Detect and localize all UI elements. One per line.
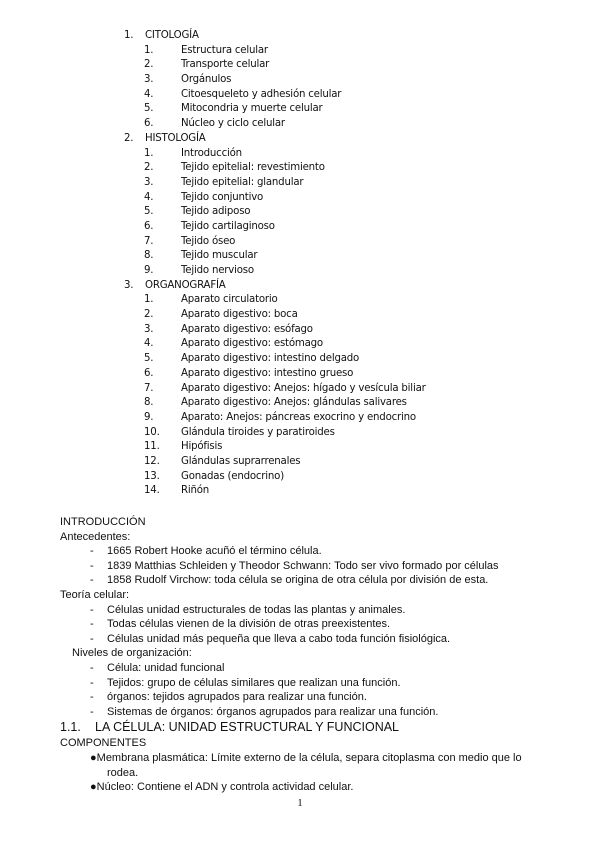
toc-item (124, 367, 426, 382)
toc-item-title: Tejido adiposo (181, 206, 251, 218)
toc-item (124, 470, 426, 485)
toc-item-title: Tejido conjuntivo (181, 191, 264, 203)
toc-section-number: 3. (124, 279, 134, 291)
toc-item-title: Riñón (181, 485, 210, 497)
list-item-text: 1858 Rudolf Virchow: toda célula se origina de otra célula por división de esta. (107, 574, 489, 587)
toc-item (124, 147, 426, 162)
componentes-list (60, 751, 550, 795)
toc-item-number: 14. (144, 485, 160, 497)
toc-item-number: 6. (144, 220, 154, 232)
toc-item-number: 8. (144, 250, 154, 262)
toc-item-number: 1. (144, 44, 154, 56)
list-item-text: 1839 Matthias Schleiden y Theodor Schwann: Todo ser vivo formado por células (107, 559, 499, 572)
toc-item-title: Estructura celular (181, 44, 268, 56)
toc-item-number: 8. (144, 397, 154, 409)
list-item (60, 573, 550, 588)
toc-item-number: 1. (144, 294, 154, 306)
toc-item-title: Glándula tiroides y paratiroides (181, 426, 335, 438)
list-item (60, 617, 550, 632)
antecedentes-list (60, 544, 550, 588)
toc-item (124, 73, 426, 88)
toc-section (124, 29, 426, 44)
list-item-text: Sistemas de órganos: órganos agrupados para realizar una función. (107, 705, 439, 718)
list-item-text: Todas células vienen de la división de otras preexistentes. (107, 618, 391, 631)
toc-item-number: 2. (144, 59, 154, 71)
niveles-list (60, 661, 550, 719)
toc-item (124, 58, 426, 73)
list-item-text: Membrana plasmática: Límite externo de la célula, separa citoplasma con medio que lo rodea. (96, 751, 522, 779)
dash-marker: - (90, 661, 94, 674)
toc-item-number: 6. (144, 367, 154, 379)
toc-item-title: Tejido cartilaginoso (181, 220, 275, 232)
teoria-label: Teoría celular: (60, 588, 130, 601)
toc-item-number: 3. (144, 323, 154, 335)
toc-item-title: Aparato digestivo: intestino grueso (181, 367, 354, 379)
table-of-contents (124, 29, 426, 499)
toc-section-title: ORGANOGRAFÍA (145, 279, 226, 291)
list-item-text: órganos: tejidos agrupados para realizar una función. (107, 691, 367, 704)
toc-item (124, 102, 426, 117)
page-number: 1 (297, 797, 303, 809)
toc-item-number: 5. (144, 103, 154, 115)
dash-marker: - (90, 545, 94, 558)
toc-item (124, 293, 426, 308)
toc-item-title: Tejido nervioso (181, 265, 254, 276)
toc-item-title: Aparato: Anejos: páncreas exocrino y endocrino (181, 411, 416, 423)
toc-item-number: 5. (144, 353, 154, 365)
toc-item-number: 3. (144, 74, 154, 86)
list-item (60, 559, 550, 574)
section-heading (60, 719, 550, 736)
toc-item-title: Gonadas (endocrino) (181, 470, 284, 482)
toc-item (124, 205, 426, 220)
toc-item (124, 88, 426, 103)
list-item (60, 632, 550, 647)
bullet-marker: ● (90, 751, 97, 764)
toc-item-title: Aparato digestivo: estómago (181, 338, 323, 350)
toc-item-title: Núcleo y ciclo celular (181, 118, 285, 130)
niveles-label: Niveles de organización: (72, 647, 192, 660)
list-item (60, 705, 550, 720)
list-item (60, 780, 550, 795)
dash-marker: - (90, 559, 94, 572)
list-item (60, 690, 550, 705)
toc-item-title: Aparato digestivo: Anejos: glándulas salivares (181, 397, 407, 409)
toc-item-title: Tejido muscular (181, 250, 258, 262)
toc-item-number: 3. (144, 176, 154, 188)
dash-marker: - (90, 676, 94, 689)
toc-item-number: 13. (144, 470, 160, 482)
toc-section-title: CITOLOGÍA (145, 30, 199, 41)
toc-item-number: 9. (144, 265, 154, 276)
toc-item-number: 1. (144, 147, 154, 159)
toc-item-title: Tejido epitelial: glandular (181, 176, 304, 188)
toc-item-title: Tejido epitelial: revestimiento (181, 162, 325, 174)
toc-item-title: Transporte celular (181, 59, 270, 71)
list-item (60, 544, 550, 559)
toc-item (124, 426, 426, 441)
toc-item-title: Introducción (181, 147, 242, 159)
toc-item-number: 5. (144, 206, 154, 218)
toc-item-title: Citoesqueleto y adhesión celular (181, 88, 342, 100)
toc-item-number: 2. (144, 309, 154, 321)
toc-item (124, 220, 426, 235)
toc-item (124, 352, 426, 367)
bullet-marker: ● (90, 781, 97, 794)
toc-item (124, 484, 426, 499)
toc-item-title: Hipófisis (181, 441, 223, 453)
dash-marker: - (90, 632, 94, 645)
toc-item-number: 2. (144, 162, 154, 174)
toc-item (124, 235, 426, 250)
toc-item-number: 4. (144, 191, 154, 203)
toc-item-number: 12. (144, 455, 160, 467)
toc-item (124, 191, 426, 206)
toc-item (124, 249, 426, 264)
toc-item-number: 9. (144, 411, 154, 423)
toc-item-title: Aparato circulatorio (181, 294, 278, 306)
antecedentes-label: Antecedentes: (60, 530, 131, 543)
toc-item (124, 176, 426, 191)
list-item (60, 751, 550, 780)
toc-item (124, 411, 426, 426)
list-item-text: 1665 Robert Hooke acuñó el término célula. (107, 545, 322, 558)
toc-item (124, 308, 426, 323)
toc-section-title: HISTOLOGÍA (145, 132, 206, 144)
dash-marker: - (90, 574, 94, 587)
toc-item (124, 117, 426, 132)
toc-item (124, 44, 426, 59)
dash-marker: - (90, 618, 94, 631)
toc-section (124, 279, 426, 294)
list-item (60, 676, 550, 691)
section-number: 1.1. (60, 720, 81, 735)
toc-item-title: Glándulas suprarrenales (181, 455, 301, 467)
toc-item (124, 455, 426, 470)
toc-item (124, 382, 426, 397)
toc-item-title: Aparato digestivo: boca (181, 309, 298, 321)
toc-item (124, 337, 426, 352)
document-body (60, 515, 550, 795)
toc-section-number: 2. (124, 132, 134, 144)
toc-item (124, 396, 426, 411)
toc-item-number: 7. (144, 235, 154, 247)
dash-marker: - (90, 691, 94, 704)
toc-item-title: Mitocondria y muerte celular (181, 103, 323, 115)
toc-item-title: Orgánulos (181, 74, 232, 86)
toc-section-number: 1. (124, 30, 134, 41)
componentes-label: COMPONENTES (60, 737, 147, 750)
toc-item (124, 264, 426, 279)
list-item-text: Núcleo: Contiene el ADN y controla actividad celular. (96, 781, 354, 794)
intro-heading: INTRODUCCIÓN (60, 516, 146, 528)
toc-item-title: Aparato digestivo: intestino delgado (181, 353, 360, 365)
toc-item-title: Aparato digestivo: esófago (181, 323, 313, 335)
toc-item-number: 11. (144, 441, 160, 453)
toc-item-number: 10. (144, 426, 160, 438)
list-item-text: Células unidad más pequeña que lleva a cabo toda función fisiológica. (107, 632, 451, 645)
list-item (60, 603, 550, 618)
list-item-text: Tejidos: grupo de células similares que realizan una función. (107, 676, 401, 689)
list-item-text: Células unidad estructurales de todas las plantas y animales. (107, 603, 406, 616)
section-title: LA CÉLULA: UNIDAD ESTRUCTURAL Y FUNCIONAL (95, 720, 400, 735)
toc-item-title: Tejido óseo (181, 235, 236, 247)
dash-marker: - (90, 603, 94, 616)
list-item-text: Célula: unidad funcional (107, 661, 225, 674)
list-item (60, 661, 550, 676)
toc-item-title: Aparato digestivo: Anejos: hígado y vesícula biliar (181, 382, 426, 394)
dash-marker: - (90, 705, 94, 718)
toc-item-number: 6. (144, 118, 154, 130)
toc-item-number: 7. (144, 382, 154, 394)
toc-item-number: 4. (144, 338, 154, 350)
teoria-list (60, 603, 550, 647)
toc-section (124, 132, 426, 147)
toc-item-number: 4. (144, 88, 154, 100)
toc-item (124, 161, 426, 176)
toc-item (124, 323, 426, 338)
toc-item (124, 440, 426, 455)
